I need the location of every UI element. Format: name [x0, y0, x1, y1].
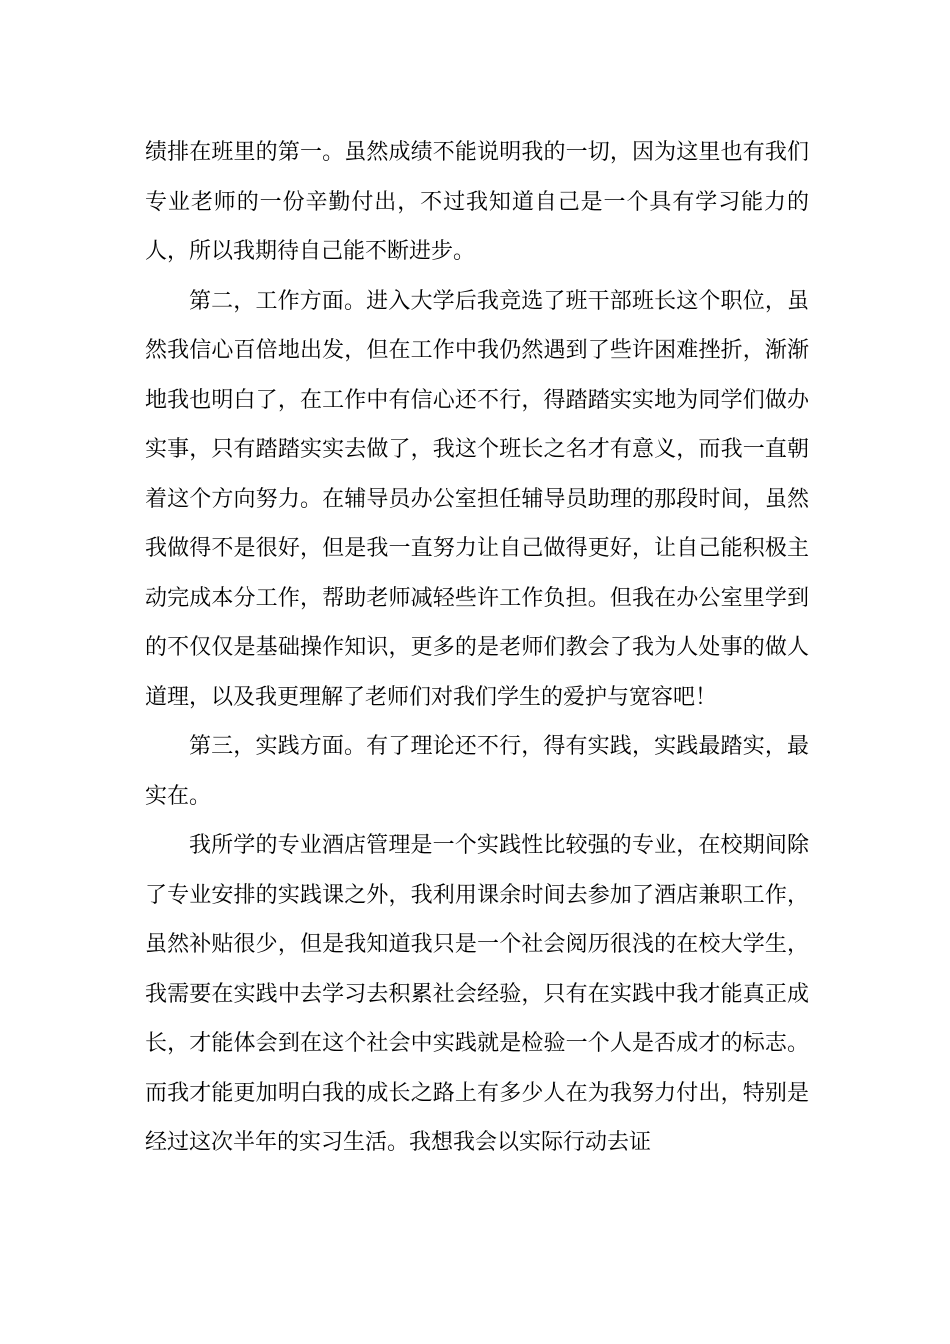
paragraph-practice-detail: 我所学的专业酒店管理是一个实践性比较强的专业，在校期间除了专业安排的实践课之外，我利用课余时间去参加了酒店兼职工作，虽然补贴很少，但是我知道我只是一个社会阅历很浅的在校大学生，我需要在实践中去学习去积累社会经验，只有在实践中我才能真正成长，才能体会到在这个社会中实践就是检验一个人是否成才的标志。而我才能更加明白我的成长之路上有多少人在为我努力付出，特别是经过这次半年的实习生活。我想我会以实际行动去证 — [145, 833, 809, 1155]
paragraph-work: 第二，工作方面。进入大学后我竞选了班干部班长这个职位，虽然我信心百倍地出发，但在工作中我仍然遇到了些许困难挫折，渐渐地我也明白了，在工作中有信心还不行，得踏踏实实地为同学们做办实事，只有踏踏实实去做了，我这个班长之名才有意义，而我一直朝着这个方向努力。在辅导员办公室担任辅导员助理的那段时间，虽然我做得不是很好，但是我一直努力让自己做得更好，让自己能积极主动完成本分工作，帮助老师减轻些许工作负担。但我在办公室里学到的不仅仅是基础操作知识，更多的是老师们教会了我为人处事的做人道理，以及我更理解了老师们对我们学生的爱护与宽容吧！ — [145, 288, 809, 710]
document-body — [145, 128, 809, 1168]
paragraph-academic-ending: 绩排在班里的第一。虽然成绩不能说明我的一切，因为这里也有我们专业老师的一份辛勤付出，不过我知道自己是一个具有学习能力的人，所以我期待自己能不断进步。 — [145, 140, 809, 264]
paragraph-practice-intro: 第三，实践方面。有了理论还不行，得有实践，实践最踏实，最实在。 — [145, 734, 809, 809]
